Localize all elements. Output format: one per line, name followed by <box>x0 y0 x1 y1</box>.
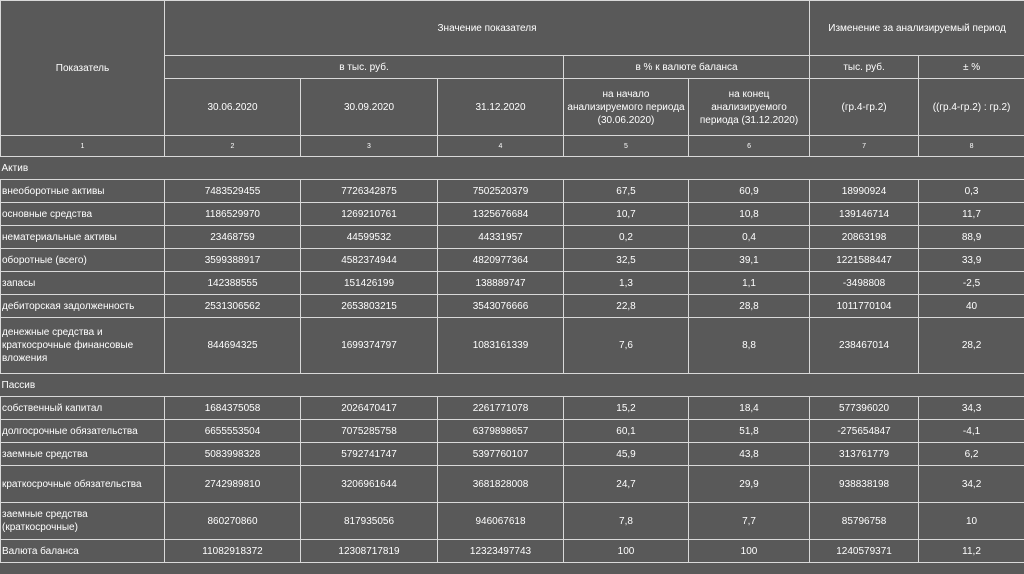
cell-value: 8,8 <box>689 318 810 374</box>
cell-value: 10 <box>919 503 1024 540</box>
cell-value: -3498808 <box>810 272 919 295</box>
cell-value: 1186529970 <box>165 203 301 226</box>
cell-value: 39,1 <box>689 249 810 272</box>
column-number: 8 <box>919 136 1024 157</box>
column-number: 6 <box>689 136 810 157</box>
cell-value: 1684375058 <box>165 397 301 420</box>
cell-value: 23468759 <box>165 226 301 249</box>
cell-value: 7,8 <box>564 503 689 540</box>
cell-value: 1269210761 <box>301 203 438 226</box>
cell-value: 5792741747 <box>301 443 438 466</box>
cell-value: 817935056 <box>301 503 438 540</box>
cell-value: 12308717819 <box>301 540 438 563</box>
cell-value: 3681828008 <box>438 466 564 503</box>
cell-value: 577396020 <box>810 397 919 420</box>
header-change: Изменение за анализируемый период <box>810 1 1024 56</box>
cell-value: 938838198 <box>810 466 919 503</box>
row-label: Валюта баланса <box>1 540 165 563</box>
header-change-rub: тыс. руб. <box>810 56 919 79</box>
cell-value: 34,2 <box>919 466 1024 503</box>
cell-value: 28,8 <box>689 295 810 318</box>
row-label: краткосрочные обязательства <box>1 466 165 503</box>
cell-value: 2531306562 <box>165 295 301 318</box>
cell-value: 100 <box>564 540 689 563</box>
cell-value: 44599532 <box>301 226 438 249</box>
cell-value: 946067618 <box>438 503 564 540</box>
cell-value: 1221588447 <box>810 249 919 272</box>
header-formula-2: ((гр.4-гр.2) : гр.2) <box>919 79 1024 136</box>
section-assets: Актив <box>1 157 1024 180</box>
table-row <box>1 295 1024 318</box>
row-label: оборотные (всего) <box>1 249 165 272</box>
cell-value: 3599388917 <box>165 249 301 272</box>
cell-value: 60,9 <box>689 180 810 203</box>
row-label: долгосрочные обязательства <box>1 420 165 443</box>
cell-value: 4820977364 <box>438 249 564 272</box>
cell-value: 51,8 <box>689 420 810 443</box>
header-value: Значение показателя <box>165 1 810 56</box>
cell-value: 7075285758 <box>301 420 438 443</box>
column-number: 7 <box>810 136 919 157</box>
table-row <box>1 318 1024 374</box>
cell-value: 28,2 <box>919 318 1024 374</box>
header-date-1: 30.06.2020 <box>165 79 301 136</box>
cell-value: 60,1 <box>564 420 689 443</box>
cell-value: 32,5 <box>564 249 689 272</box>
cell-value: 138889747 <box>438 272 564 295</box>
cell-value: 34,3 <box>919 397 1024 420</box>
cell-value: 7726342875 <box>301 180 438 203</box>
cell-value: 2026470417 <box>301 397 438 420</box>
cell-value: 7,6 <box>564 318 689 374</box>
header-date-2: 30.09.2020 <box>301 79 438 136</box>
cell-value: 100 <box>689 540 810 563</box>
cell-value: 7502520379 <box>438 180 564 203</box>
cell-value: 85796758 <box>810 503 919 540</box>
cell-value: 1325676684 <box>438 203 564 226</box>
cell-value: 1,1 <box>689 272 810 295</box>
cell-value: 0,4 <box>689 226 810 249</box>
row-label: заемные средства (краткосрочные) <box>1 503 165 540</box>
cell-value: 10,7 <box>564 203 689 226</box>
row-label: собственный капитал <box>1 397 165 420</box>
header-change-pct: ± % <box>919 56 1024 79</box>
cell-value: 3206961644 <box>301 466 438 503</box>
table-row <box>1 203 1024 226</box>
table-row <box>1 249 1024 272</box>
table-row <box>1 443 1024 466</box>
cell-value: 18990924 <box>810 180 919 203</box>
table-row <box>1 272 1024 295</box>
column-number: 5 <box>564 136 689 157</box>
cell-value: 45,9 <box>564 443 689 466</box>
row-label: нематериальные активы <box>1 226 165 249</box>
header-period-end: на конец анализируемого периода (31.12.2020) <box>689 79 810 136</box>
row-label: запасы <box>1 272 165 295</box>
cell-value: 12323497743 <box>438 540 564 563</box>
table-row <box>1 226 1024 249</box>
cell-value: 67,5 <box>564 180 689 203</box>
cell-value: 313761779 <box>810 443 919 466</box>
table-row <box>1 420 1024 443</box>
cell-value: 2261771078 <box>438 397 564 420</box>
cell-value: 1699374797 <box>301 318 438 374</box>
cell-value: 88,9 <box>919 226 1024 249</box>
table-row <box>1 180 1024 203</box>
cell-value: 6379898657 <box>438 420 564 443</box>
cell-value: 43,8 <box>689 443 810 466</box>
cell-value: 5083998328 <box>165 443 301 466</box>
cell-value: 11,2 <box>919 540 1024 563</box>
cell-value: 0,2 <box>564 226 689 249</box>
cell-value: 1,3 <box>564 272 689 295</box>
header-formula-1: (гр.4-гр.2) <box>810 79 919 136</box>
cell-value: -275654847 <box>810 420 919 443</box>
cell-value: 151426199 <box>301 272 438 295</box>
cell-value: 1240579371 <box>810 540 919 563</box>
cell-value: 4582374944 <box>301 249 438 272</box>
header-thousand-rub: в тыс. руб. <box>165 56 564 79</box>
table-row <box>1 503 1024 540</box>
cell-value: 1011770104 <box>810 295 919 318</box>
cell-value: 11082918372 <box>165 540 301 563</box>
cell-value: -2,5 <box>919 272 1024 295</box>
row-label: денежные средства и краткосрочные финансовые вложения <box>1 318 165 374</box>
table-row <box>1 466 1024 503</box>
column-number: 2 <box>165 136 301 157</box>
cell-value: 1083161339 <box>438 318 564 374</box>
cell-value: 0,3 <box>919 180 1024 203</box>
header-indicator: Показатель <box>1 1 165 136</box>
cell-value: 139146714 <box>810 203 919 226</box>
header-period-start: на начало анализируемого периода (30.06.2020) <box>564 79 689 136</box>
cell-value: 3543076666 <box>438 295 564 318</box>
cell-value: 844694325 <box>165 318 301 374</box>
cell-value: 15,2 <box>564 397 689 420</box>
cell-value: 22,8 <box>564 295 689 318</box>
section-liabilities: Пассив <box>1 374 1024 397</box>
cell-value: 11,7 <box>919 203 1024 226</box>
cell-value: 7483529455 <box>165 180 301 203</box>
cell-value: 33,9 <box>919 249 1024 272</box>
header-pct-balance: в % к валюте баланса <box>564 56 810 79</box>
column-number: 3 <box>301 136 438 157</box>
cell-value: 2653803215 <box>301 295 438 318</box>
row-label: дебиторская задолженность <box>1 295 165 318</box>
cell-value: 142388555 <box>165 272 301 295</box>
table-row <box>1 540 1024 563</box>
cell-value: -4,1 <box>919 420 1024 443</box>
cell-value: 7,7 <box>689 503 810 540</box>
header-date-3: 31.12.2020 <box>438 79 564 136</box>
row-label: основные средства <box>1 203 165 226</box>
row-label: заемные средства <box>1 443 165 466</box>
cell-value: 18,4 <box>689 397 810 420</box>
row-label: внеоборотные активы <box>1 180 165 203</box>
cell-value: 29,9 <box>689 466 810 503</box>
table-row <box>1 397 1024 420</box>
cell-value: 40 <box>919 295 1024 318</box>
cell-value: 6,2 <box>919 443 1024 466</box>
cell-value: 20863198 <box>810 226 919 249</box>
cell-value: 238467014 <box>810 318 919 374</box>
cell-value: 860270860 <box>165 503 301 540</box>
column-number: 4 <box>438 136 564 157</box>
cell-value: 5397760107 <box>438 443 564 466</box>
cell-value: 2742989810 <box>165 466 301 503</box>
cell-value: 10,8 <box>689 203 810 226</box>
column-number: 1 <box>1 136 165 157</box>
cell-value: 44331957 <box>438 226 564 249</box>
cell-value: 6655553504 <box>165 420 301 443</box>
cell-value: 24,7 <box>564 466 689 503</box>
